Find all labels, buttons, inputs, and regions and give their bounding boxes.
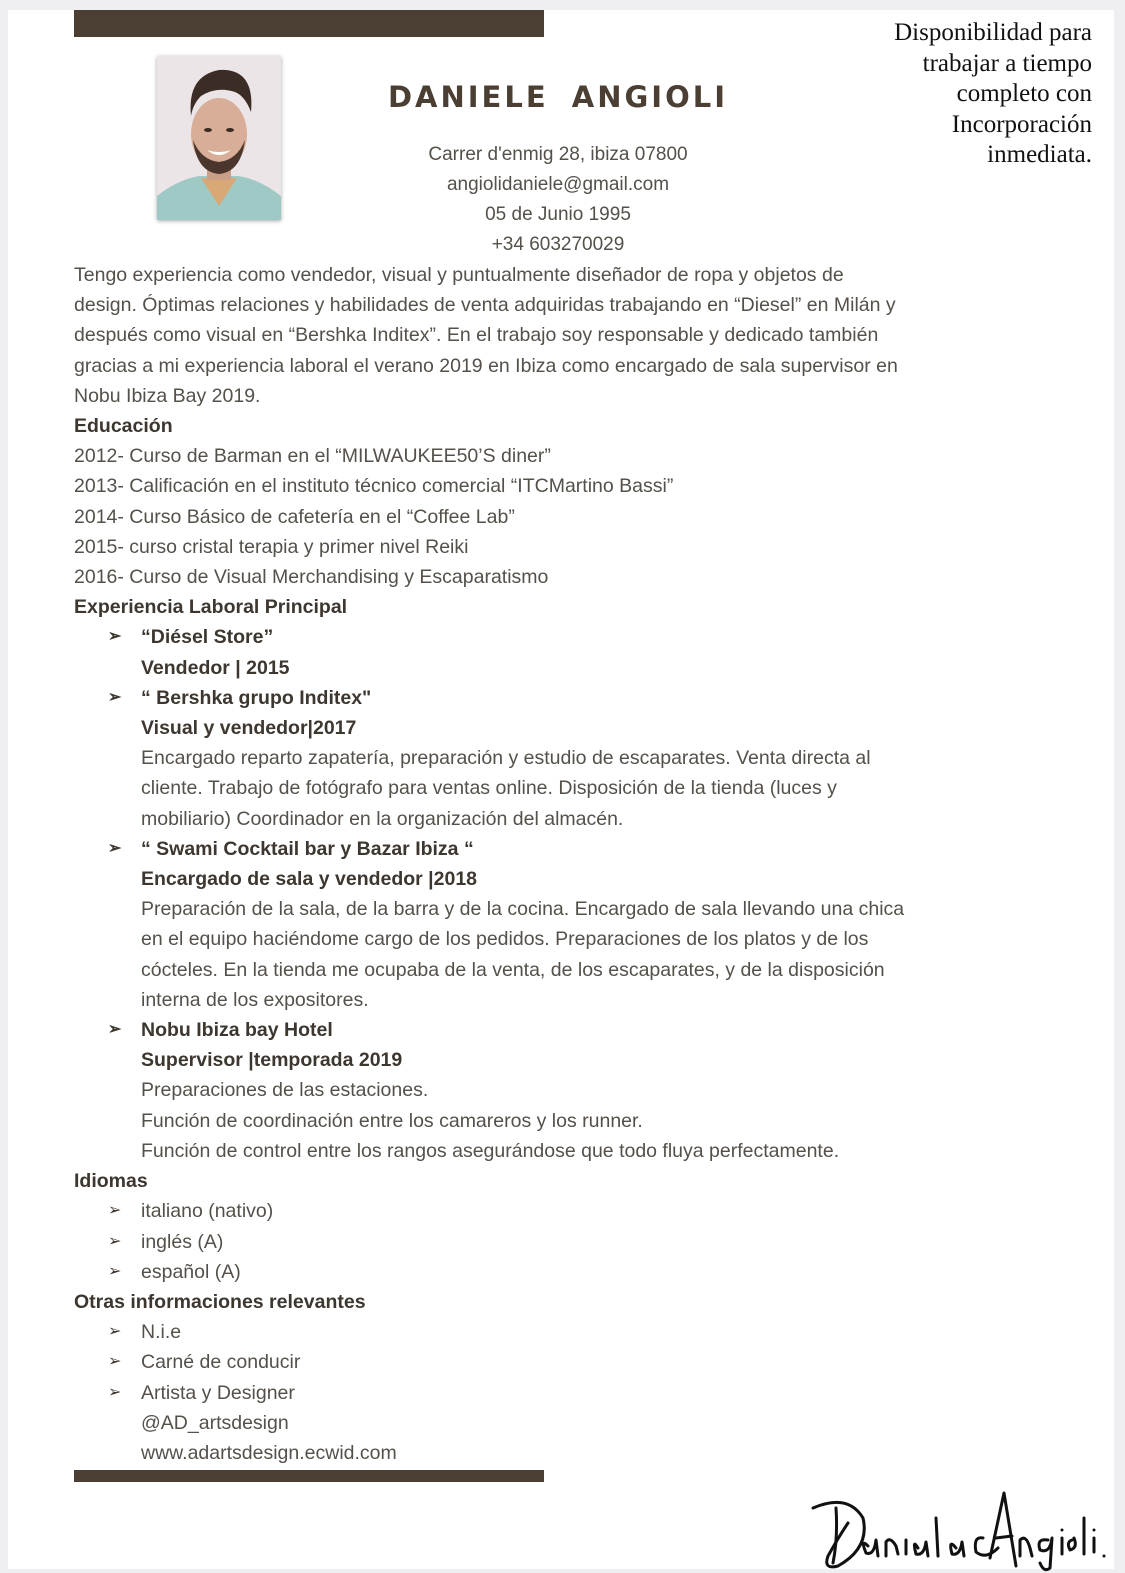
job-detail: mobiliario) Coordinador en la organización del almacén. — [141, 807, 624, 830]
arrow-bullet-icon: ➢ — [108, 1021, 122, 1039]
language-item — [74, 1227, 1064, 1257]
job-role: Vendedor | 2015 — [141, 656, 290, 679]
education-item: 2013- Calificación en el instituto técnico comercial “ITCMartino Bassi” — [74, 475, 674, 498]
job-company-text: “Diésel Store” — [141, 626, 274, 649]
job-detail: Función de coordinación entre los camareros y los runner. — [141, 1109, 643, 1132]
arrow-bullet-icon: ➢ — [108, 1232, 122, 1250]
job-role: Supervisor |temporada 2019 — [141, 1049, 403, 1072]
job-company — [74, 622, 1064, 652]
summary — [74, 260, 1064, 411]
job-entry — [74, 622, 1064, 682]
job-detail: Preparación de la sala, de la barra y de la cocina. Encargado de sala llevando una chica — [141, 898, 905, 921]
job-detail: cliente. Trabajo de fotógrafo para ventas online. Disposición de la tienda (luces y — [141, 777, 837, 800]
job-entry — [74, 683, 1064, 834]
availability-line: trabajar a tiempo — [922, 49, 1092, 77]
other-text: Artista y Designer — [141, 1381, 295, 1404]
language-item — [74, 1196, 1064, 1226]
profile-photo — [157, 56, 281, 220]
person-photo-icon — [157, 56, 281, 220]
summary-line: gracias a mi experiencia laboral el verano 2019 en Ibiza como encargado de sala supervisor en — [74, 354, 898, 377]
phone: +34 603270029 — [491, 234, 625, 255]
other-text: Carné de conducir — [141, 1351, 301, 1374]
summary-line: Nobu Ibiza Bay 2019. — [74, 384, 261, 407]
job-role: Visual y vendedor|2017 — [141, 717, 357, 740]
job-entry — [74, 834, 1064, 1015]
other-info-heading: Otras informaciones relevantes — [74, 1290, 366, 1313]
arrow-bullet-icon: ➢ — [108, 688, 122, 706]
job-company-text: “ Swami Cocktail bar y Bazar Ibiza “ — [141, 837, 474, 860]
language-text: italiano (nativo) — [141, 1200, 274, 1223]
arrow-bullet-icon: ➢ — [108, 1202, 122, 1220]
education-item: 2015- curso cristal terapia y primer nivel Reiki — [74, 535, 469, 558]
birthdate: 05 de Junio 1995 — [485, 204, 631, 225]
top-accent-bar — [74, 10, 544, 37]
signature-icon — [808, 1478, 1108, 1573]
summary-line: design. Óptimas relaciones y habilidades de venta adquiridas trabajando en “Diesel” en Milán y — [74, 294, 896, 317]
job-company — [74, 1015, 1064, 1045]
other-item — [74, 1317, 1064, 1347]
education-item: 2012- Curso de Barman en el “MILWAUKEE50’S diner” — [74, 445, 551, 468]
job-company-text: “ Bershka grupo Inditex" — [141, 686, 372, 709]
arrow-bullet-icon: ➢ — [108, 839, 122, 857]
language-text: español (A) — [141, 1260, 241, 1283]
education-item: 2014- Curso Básico de cafetería en el “Coffee Lab” — [74, 505, 515, 528]
arrow-bullet-icon: ➢ — [108, 1262, 122, 1280]
language-item — [74, 1257, 1064, 1287]
arrow-bullet-icon: ➢ — [108, 1323, 122, 1341]
job-detail: cócteles. En la tienda me ocupaba de la venta, de los escaparates, y de la disposición — [141, 958, 885, 981]
resume-content — [74, 260, 1064, 1468]
other-item — [74, 1347, 1064, 1377]
availability-note — [832, 18, 1092, 171]
job-detail: Encargado reparto zapatería, preparación y estudio de escaparates. Venta directa al — [141, 747, 871, 770]
other-text: N.i.e — [141, 1321, 182, 1344]
job-company-text: Nobu Ibiza bay Hotel — [141, 1019, 333, 1042]
language-text: inglés (A) — [141, 1230, 224, 1253]
job-entry — [74, 1015, 1064, 1166]
education-item: 2016- Curso de Visual Merchandising y Escaparatismo — [74, 566, 549, 589]
candidate-name: DANIELE ANGIOLI — [387, 80, 728, 114]
arrow-bullet-icon: ➢ — [108, 1353, 122, 1371]
availability-line: Disponibilidad para — [894, 19, 1092, 46]
job-company — [74, 683, 1064, 713]
other-item — [74, 1378, 1064, 1408]
summary-line: después como visual en “Bershka Inditex”. En el trabajo soy responsable y dedicado también — [74, 324, 879, 347]
email: angiolidaniele@gmail.com — [446, 174, 670, 195]
bottom-accent-bar — [74, 1470, 544, 1482]
job-role: Encargado de sala y vendedor |2018 — [141, 868, 478, 891]
job-detail: en el equipo haciéndome cargo de los pedidos. Preparaciones de los platos y de los — [141, 928, 869, 951]
contact-info — [338, 140, 778, 260]
address: Carrer d'enmig 28, ibiza 07800 — [428, 144, 688, 165]
social-handle: @AD_artsdesign — [141, 1411, 289, 1434]
arrow-bullet-icon: ➢ — [108, 1383, 122, 1401]
experience-heading: Experiencia Laboral Principal — [74, 596, 348, 619]
resume-page — [8, 10, 1114, 1569]
availability-line: completo con — [956, 80, 1092, 107]
arrow-bullet-icon: ➢ — [108, 628, 122, 646]
job-detail: Preparaciones de las estaciones. — [141, 1079, 429, 1102]
availability-line: inmediata. — [987, 141, 1092, 168]
languages-heading: Idiomas — [74, 1170, 148, 1193]
job-detail: interna de los expositores. — [141, 988, 369, 1011]
summary-line: Tengo experiencia como vendedor, visual y puntualmente diseñador de ropa y objetos de — [74, 264, 844, 286]
education-heading: Educación — [74, 415, 173, 438]
website-link[interactable]: www.adartsdesign.ecwid.com — [141, 1441, 397, 1464]
availability-line: Incorporación — [951, 110, 1092, 138]
job-detail: Función de control entre los rangos asegurándose que todo fluya perfectamente. — [141, 1139, 840, 1162]
job-company — [74, 834, 1064, 864]
